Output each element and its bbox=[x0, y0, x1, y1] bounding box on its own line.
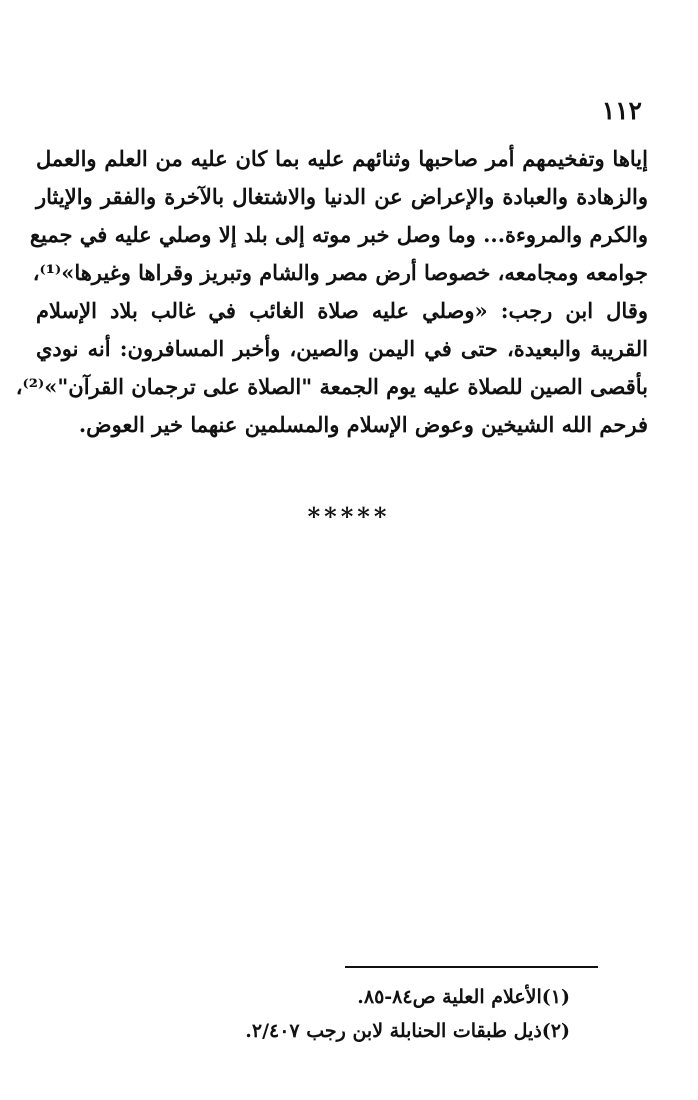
footnote-divider bbox=[345, 966, 598, 968]
page-number: ١١٢ bbox=[601, 96, 642, 125]
body-line: فرحم الله الشيخين وعوض الإسلام والمسلمين عنهما خير العوض. bbox=[78, 412, 648, 437]
footnote-item: (١)الأعلام العلية ص٨٤-٨٥. bbox=[357, 986, 570, 1008]
body-line: وقال ابن رجب: «وصلي عليه صلاة الغائب في غالب بلاد الإسلام bbox=[36, 298, 648, 323]
body-line: والزهادة والعبادة والإعراض عن الدنيا والاشتغال بالآخرة والفقر والإيثار bbox=[36, 184, 648, 209]
section-separator: ***** bbox=[307, 502, 391, 531]
body-line: والكرم والمروءة... وما وصل خبر موته إلى بلد إلا وصلي عليه في جميع bbox=[29, 222, 648, 247]
footnotes bbox=[200, 980, 570, 1048]
body-line: إياها وتفخيمهم أمر صاحبها وثنائهم عليه بما كان عليه من العلم والعمل bbox=[36, 146, 648, 171]
body-line: القريبة والبعيدة، حتى في اليمن والصين، وأخبر المسافرون: أنه نودي bbox=[36, 336, 648, 361]
body-line: بأقصى الصين للصلاة عليه يوم الجمعة "الصلاة على ترجمان القرآن"»⁽²⁾، bbox=[15, 374, 648, 399]
body-line: جوامعه ومجامعه، خصوصا أرض مصر والشام وتبريز وقراها وغيرها»⁽¹⁾، bbox=[32, 260, 648, 285]
body-text bbox=[15, 140, 648, 444]
footnote-item: (٢)ذيل طبقات الحنابلة لابن رجب ٢/٤٠٧. bbox=[245, 1020, 570, 1042]
